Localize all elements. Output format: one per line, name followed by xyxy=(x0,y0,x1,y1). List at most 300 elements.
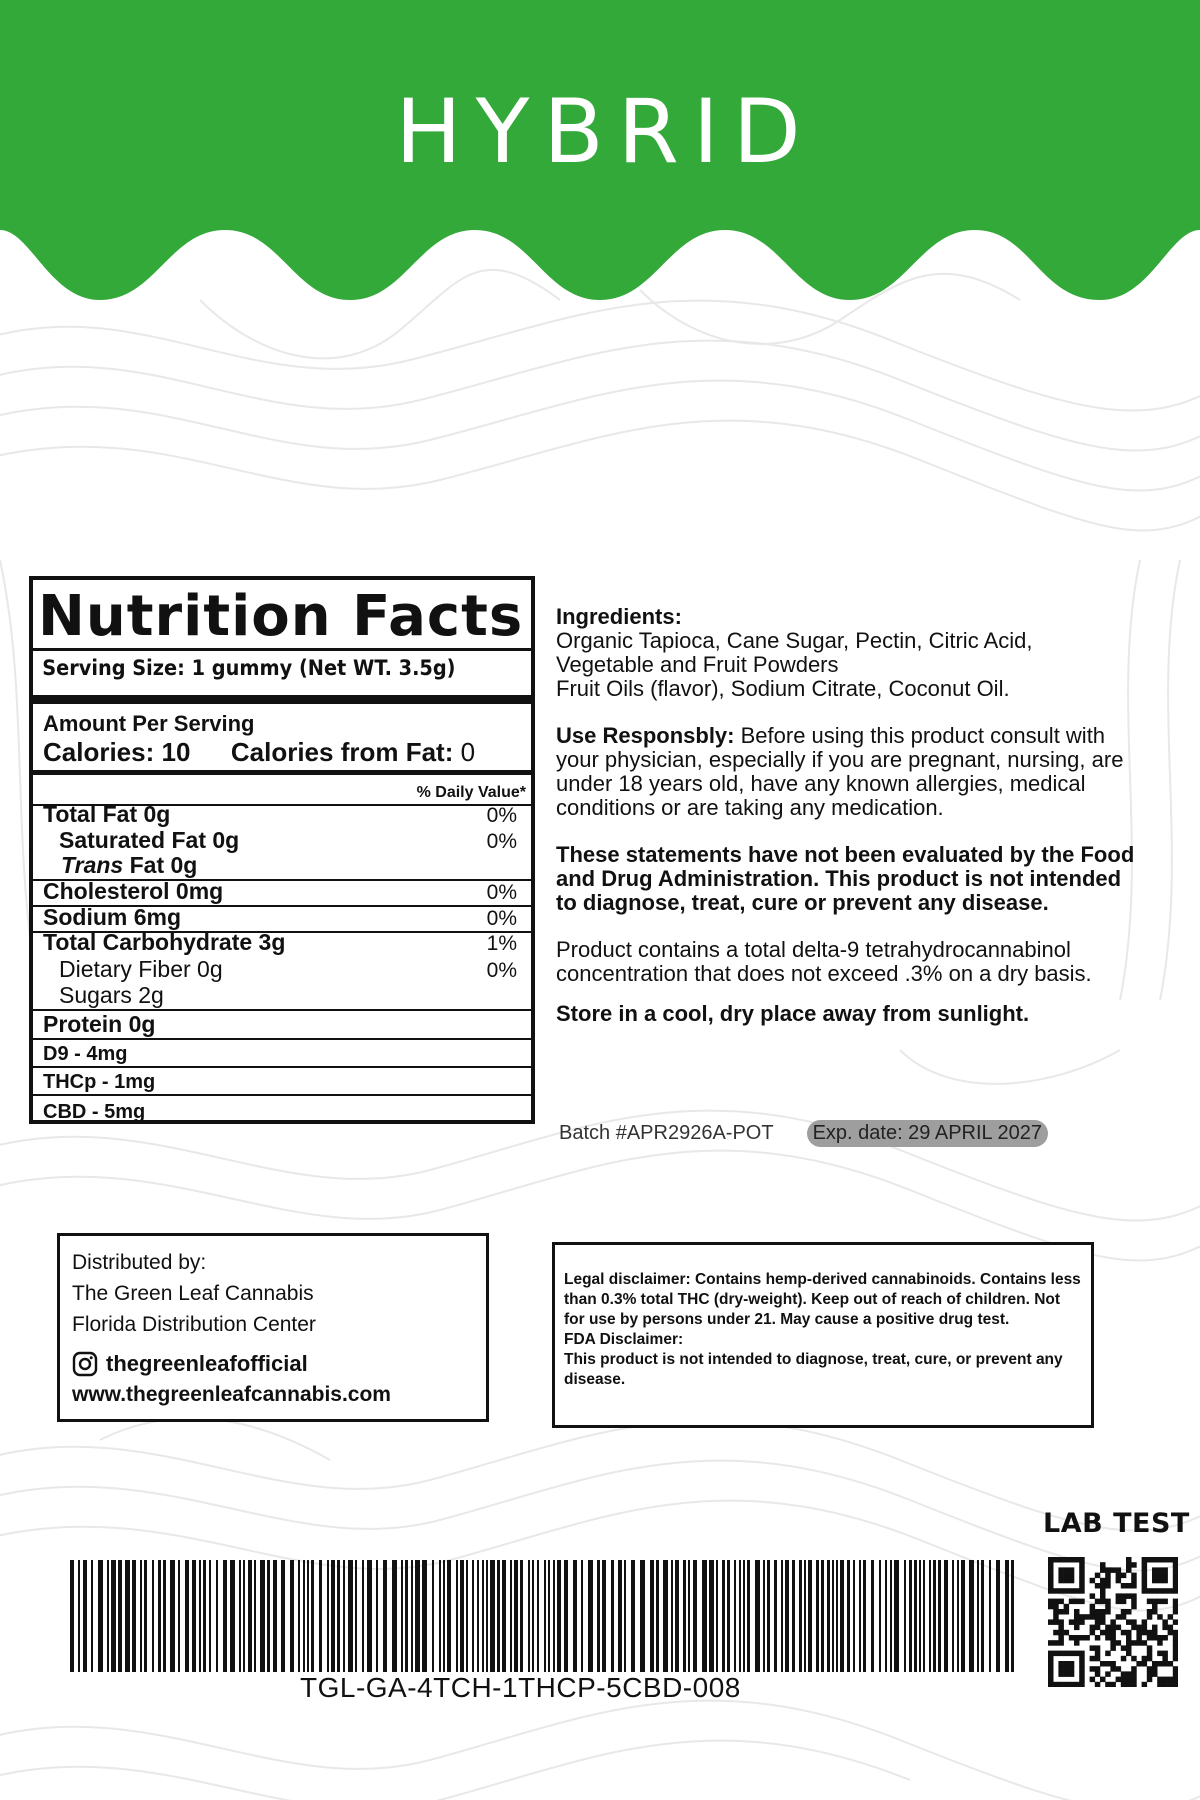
nutrient-row xyxy=(33,1038,531,1066)
qr-module xyxy=(1090,1630,1096,1636)
qr-module xyxy=(1126,1645,1132,1651)
barcode-bar xyxy=(909,1560,912,1672)
product-type-title: HYBRID xyxy=(395,80,815,183)
qr-module xyxy=(1168,1625,1174,1631)
qr-module xyxy=(1147,1635,1153,1641)
barcode-bar xyxy=(808,1560,812,1672)
qr-module xyxy=(1162,1599,1168,1605)
barcode-bar xyxy=(460,1560,464,1672)
qr-module xyxy=(1095,1599,1101,1605)
storage-note: Store in a cool, dry place away from sunlight. xyxy=(556,1001,1030,1026)
qr-module xyxy=(1105,1573,1111,1579)
legal-disclaimer-box xyxy=(552,1242,1094,1428)
website-link[interactable]: www.thegreenleafcannabis.com xyxy=(72,1383,391,1406)
nutrient-label: Total Carbohydrate 3g xyxy=(43,929,286,955)
qr-module xyxy=(1100,1661,1106,1667)
instagram-handle-row[interactable] xyxy=(72,1348,486,1379)
qr-module xyxy=(1173,1604,1178,1610)
nutrient-label: Dietary Fiber 0g xyxy=(59,956,223,982)
nutrient-row xyxy=(33,854,531,879)
qr-module xyxy=(1048,1666,1054,1672)
qr-module xyxy=(1136,1630,1142,1636)
barcode-bar xyxy=(447,1560,451,1672)
nutrient-pct: 0% xyxy=(486,959,517,982)
barcode-bar xyxy=(303,1560,305,1672)
barcode-bar xyxy=(923,1560,925,1672)
qr-module xyxy=(1064,1630,1070,1636)
barcode-bar xyxy=(319,1560,322,1672)
qr-module xyxy=(1079,1578,1085,1584)
barcode-bar xyxy=(78,1560,80,1672)
calories-line xyxy=(43,737,531,767)
nutrient-row xyxy=(33,1009,531,1038)
barcode-bar xyxy=(411,1560,413,1672)
qr-module xyxy=(1157,1677,1163,1683)
qr-module xyxy=(1074,1609,1080,1615)
cannabinoid-label: D9 - 4mg xyxy=(43,1043,128,1065)
qr-module xyxy=(1157,1635,1163,1641)
qr-module xyxy=(1079,1562,1085,1568)
barcode-number: TGL-GA-4TCH-1THCP-5CBD-008 xyxy=(300,1672,741,1703)
qr-module xyxy=(1100,1578,1106,1584)
barcode-bar xyxy=(618,1560,622,1672)
qr-module xyxy=(1084,1635,1090,1641)
nutrient-label: Sugars 2g xyxy=(59,982,164,1008)
barcode-bar xyxy=(650,1560,654,1672)
barcode-bar xyxy=(871,1560,874,1672)
amount-per-serving xyxy=(33,704,531,770)
barcode-bar xyxy=(486,1560,488,1672)
qr-module xyxy=(1100,1677,1106,1683)
qr-module xyxy=(1168,1614,1174,1620)
barcode-bar xyxy=(439,1560,441,1672)
nutrient-row xyxy=(33,1066,531,1094)
barcode-bar xyxy=(944,1560,948,1672)
header-banner xyxy=(0,0,1200,310)
qr-module xyxy=(1110,1645,1116,1651)
qr-module xyxy=(1105,1651,1111,1657)
qr-module xyxy=(1074,1682,1080,1687)
barcode-bar xyxy=(914,1560,917,1672)
qr-module xyxy=(1147,1666,1153,1672)
qr-module xyxy=(1142,1573,1148,1579)
qr-module xyxy=(1105,1583,1111,1589)
qr-module xyxy=(1126,1583,1132,1589)
qr-module xyxy=(1121,1609,1127,1615)
barcode-bar xyxy=(840,1560,844,1672)
qr-module xyxy=(1152,1671,1158,1677)
qr-module xyxy=(1142,1661,1148,1667)
barcode-bar xyxy=(490,1560,495,1672)
qr-module xyxy=(1100,1567,1106,1573)
qr-module xyxy=(1090,1666,1096,1672)
barcode-bar xyxy=(821,1560,824,1672)
qr-module xyxy=(1105,1609,1111,1615)
barcode-bar xyxy=(248,1560,252,1672)
barcode-bar xyxy=(919,1560,921,1672)
qr-module xyxy=(1074,1640,1080,1646)
qr-module xyxy=(1121,1656,1127,1662)
qr-module xyxy=(1058,1567,1064,1573)
qr-module xyxy=(1048,1583,1054,1589)
qr-module xyxy=(1110,1619,1116,1625)
nutrient-label: Saturated Fat 0g xyxy=(59,827,240,853)
qr-module xyxy=(1142,1630,1148,1636)
qr-module xyxy=(1152,1625,1158,1631)
qr-module xyxy=(1126,1635,1132,1641)
nutrient-pct: 0% xyxy=(486,830,517,853)
qr-module xyxy=(1116,1567,1122,1573)
barcode-bar xyxy=(163,1560,166,1672)
qr-module xyxy=(1069,1661,1075,1667)
barcode-bar xyxy=(952,1560,954,1672)
qr-module xyxy=(1142,1625,1148,1631)
qr-module xyxy=(1058,1682,1064,1687)
qr-module xyxy=(1053,1682,1059,1687)
qr-module xyxy=(1173,1599,1178,1605)
qr-module xyxy=(1058,1573,1064,1579)
qr-module xyxy=(1079,1661,1085,1667)
qr-module xyxy=(1069,1651,1075,1657)
qr-module xyxy=(1116,1573,1122,1579)
qr-module xyxy=(1173,1578,1178,1584)
batch-number: Batch #APR2926A-POT xyxy=(559,1122,774,1144)
qr-module xyxy=(1121,1677,1127,1683)
qr-module xyxy=(1053,1640,1059,1646)
barcode-bar xyxy=(747,1560,750,1672)
qr-module xyxy=(1048,1661,1054,1667)
qr-module xyxy=(1121,1645,1127,1651)
barcode-bar xyxy=(781,1560,783,1672)
barcode-bar xyxy=(376,1560,378,1672)
barcode-bar xyxy=(890,1560,892,1672)
qr-module xyxy=(1048,1640,1054,1646)
qr-module xyxy=(1142,1578,1148,1584)
legal-text: Contains hemp-derived cannabinoids. Contains less than 0.3% total THC (dry-weight). Keep out of reach of children. Not for use by persons under 21. May cause a positive drug test. xyxy=(564,1271,1081,1328)
barcode-bar xyxy=(675,1560,679,1672)
barcode-bar xyxy=(260,1560,265,1672)
qr-module xyxy=(1110,1666,1116,1672)
qr-module xyxy=(1110,1635,1116,1641)
barcode-bar xyxy=(392,1560,397,1672)
qr-module xyxy=(1095,1583,1101,1589)
cannabinoid-label: THCp - 1mg xyxy=(43,1071,156,1093)
calories: Calories: 10 xyxy=(43,737,191,767)
qr-module xyxy=(1147,1645,1153,1651)
qr-module xyxy=(1157,1682,1163,1687)
qr-module xyxy=(1116,1578,1122,1584)
qr-module xyxy=(1074,1651,1080,1657)
qr-module xyxy=(1121,1599,1127,1605)
barcode-bar xyxy=(405,1560,408,1672)
instagram-handle: thegreenleafofficial xyxy=(106,1351,308,1376)
barcode-bar xyxy=(152,1560,154,1672)
barcode-bar xyxy=(564,1560,568,1672)
qr-module xyxy=(1064,1573,1070,1579)
barcode-bar xyxy=(597,1560,600,1672)
qr-module xyxy=(1105,1661,1111,1667)
barcode-bar xyxy=(367,1560,372,1672)
barcode-bar xyxy=(267,1560,270,1672)
qr-module xyxy=(1074,1557,1080,1563)
qr-module xyxy=(1053,1651,1059,1657)
barcode-bar xyxy=(216,1560,218,1672)
qr-module xyxy=(1152,1661,1158,1667)
barcode-bar xyxy=(755,1560,760,1672)
qr-module xyxy=(1090,1604,1096,1610)
qr-module xyxy=(1126,1671,1132,1677)
qr-module xyxy=(1074,1614,1080,1620)
barcode-bar xyxy=(743,1560,745,1672)
barcode-bar xyxy=(514,1560,518,1672)
qr-module xyxy=(1079,1635,1085,1641)
barcode-bar xyxy=(767,1560,770,1672)
qr-module xyxy=(1121,1630,1127,1636)
nutrient-pct: 0% xyxy=(486,804,517,827)
qr-module xyxy=(1110,1682,1116,1687)
barcode-bar xyxy=(688,1560,690,1672)
qr-module xyxy=(1173,1588,1178,1594)
qr-module xyxy=(1126,1677,1132,1683)
ingredients-line: Vegetable and Fruit Powders xyxy=(556,652,839,677)
nutrient-row xyxy=(33,983,531,1009)
qr-module xyxy=(1157,1599,1163,1605)
qr-module xyxy=(1173,1630,1178,1636)
qr-module xyxy=(1074,1599,1080,1605)
qr-module xyxy=(1131,1583,1137,1589)
qr-module xyxy=(1069,1578,1075,1584)
qr-module xyxy=(1162,1651,1168,1657)
qr-module xyxy=(1100,1619,1106,1625)
qr-module xyxy=(1064,1682,1070,1687)
qr-module xyxy=(1147,1651,1153,1657)
qr-module xyxy=(1053,1609,1059,1615)
barcode-bar xyxy=(401,1560,403,1672)
qr-module xyxy=(1090,1656,1096,1662)
nutrient-label: Sodium 6mg xyxy=(43,904,182,930)
thc-statement: Product contains a total delta-9 tetrahydrocannabinol concentration that does not exceed .3% on a dry basis. xyxy=(556,937,1092,986)
qr-module xyxy=(1162,1573,1168,1579)
barcode-bar xyxy=(502,1560,506,1672)
distributor-center: Florida Distribution Center xyxy=(72,1313,316,1336)
qr-module xyxy=(1058,1625,1064,1631)
qr-module xyxy=(1090,1614,1096,1620)
barcode-bar xyxy=(144,1560,147,1672)
qr-module xyxy=(1126,1609,1132,1615)
nutrient-pct: 0% xyxy=(486,907,517,930)
qr-module xyxy=(1173,1562,1178,1568)
qr-module xyxy=(1162,1682,1168,1687)
nutrient-row xyxy=(33,905,531,931)
use-label: Use Responsbly: xyxy=(556,723,735,748)
qr-module xyxy=(1110,1567,1116,1573)
qr-module xyxy=(1064,1651,1070,1657)
qr-module xyxy=(1147,1599,1153,1605)
qr-module xyxy=(1121,1614,1127,1620)
barcode-bar xyxy=(827,1560,830,1672)
barcode-bar xyxy=(836,1560,838,1672)
qr-module xyxy=(1173,1666,1178,1672)
nutrient-row xyxy=(33,956,531,983)
qr-module xyxy=(1147,1614,1153,1620)
qr-module xyxy=(1100,1583,1106,1589)
qr-module xyxy=(1105,1635,1111,1641)
barcode-bar xyxy=(343,1560,345,1672)
qr-module xyxy=(1048,1671,1054,1677)
qr-module xyxy=(1168,1630,1174,1636)
barcode-bar xyxy=(178,1560,180,1672)
distributor-box xyxy=(57,1233,489,1422)
qr-module xyxy=(1069,1557,1075,1563)
ingredients-line: Fruit Oils (flavor), Sodium Citrate, Coconut Oil. xyxy=(556,676,1010,701)
qr-module xyxy=(1100,1599,1106,1605)
qr-module xyxy=(1116,1614,1122,1620)
qr-module xyxy=(1110,1661,1116,1667)
barcode-bar xyxy=(853,1560,855,1672)
qr-module xyxy=(1095,1666,1101,1672)
qr-module xyxy=(1064,1567,1070,1573)
qr-module xyxy=(1079,1656,1085,1662)
nutrition-title: Nutrition Facts xyxy=(38,584,524,649)
qr-module xyxy=(1152,1599,1158,1605)
barcode-bar xyxy=(281,1560,285,1672)
qr-module xyxy=(1058,1661,1064,1667)
nutrient-label: Total Fat 0g xyxy=(43,801,171,827)
qr-module xyxy=(1053,1604,1059,1610)
qr-module xyxy=(1048,1656,1054,1662)
barcode-bar xyxy=(158,1560,161,1672)
qr-module xyxy=(1058,1651,1064,1657)
qr-module xyxy=(1095,1614,1101,1620)
barcode-bar xyxy=(199,1560,201,1672)
qr-module xyxy=(1100,1609,1106,1615)
qr-module xyxy=(1168,1682,1174,1687)
barcode-bar xyxy=(804,1560,806,1672)
qr-module xyxy=(1058,1578,1064,1584)
qr-module xyxy=(1126,1619,1132,1625)
barcode-bar xyxy=(170,1560,175,1672)
qr-module xyxy=(1048,1604,1054,1610)
barcode-bar xyxy=(792,1560,795,1672)
barcode-bar xyxy=(311,1560,314,1672)
barcode-bar xyxy=(497,1560,500,1672)
qr-module xyxy=(1147,1656,1153,1662)
qr-module xyxy=(1173,1656,1178,1662)
qr-module xyxy=(1131,1593,1137,1599)
qr-module xyxy=(1069,1682,1075,1687)
qr-module xyxy=(1048,1588,1054,1594)
barcode-bar xyxy=(663,1560,668,1672)
qr-module xyxy=(1053,1614,1059,1620)
fda-label: FDA Disclaimer: xyxy=(564,1331,684,1348)
qr-module xyxy=(1105,1604,1111,1610)
barcode-bar xyxy=(709,1560,714,1672)
qr-module xyxy=(1069,1671,1075,1677)
qr-module xyxy=(1162,1588,1168,1594)
qr-module xyxy=(1069,1588,1075,1594)
qr-module xyxy=(1136,1640,1142,1646)
qr-module xyxy=(1131,1625,1137,1631)
barcode-bar xyxy=(98,1560,103,1672)
qr-module xyxy=(1105,1630,1111,1636)
barcode-bar xyxy=(528,1560,530,1672)
barcode-bar xyxy=(337,1560,340,1672)
qr-module xyxy=(1058,1619,1064,1625)
qr-module xyxy=(1048,1578,1054,1584)
qr-module xyxy=(1162,1635,1168,1641)
qr-module xyxy=(1131,1640,1137,1646)
qr-module xyxy=(1100,1614,1106,1620)
nutrient-label: Protein 0g xyxy=(43,1011,156,1037)
qr-module xyxy=(1131,1599,1137,1605)
barcode-bar xyxy=(702,1560,707,1672)
qr-module xyxy=(1105,1671,1111,1677)
barcode-bar xyxy=(327,1560,329,1672)
barcode-bar xyxy=(885,1560,887,1672)
barcode-bar xyxy=(548,1560,550,1672)
qr-module xyxy=(1152,1588,1158,1594)
qr-module xyxy=(1147,1677,1153,1683)
qr-module xyxy=(1131,1666,1137,1672)
qr-module xyxy=(1069,1599,1075,1605)
qr-module xyxy=(1058,1599,1064,1605)
qr-module xyxy=(1095,1625,1101,1631)
qr-module xyxy=(1168,1677,1174,1683)
qr-module xyxy=(1116,1640,1122,1646)
barcode-bar xyxy=(185,1560,189,1672)
qr-module xyxy=(1157,1557,1163,1563)
barcode-bar xyxy=(774,1560,777,1672)
qr-module xyxy=(1079,1599,1085,1605)
qr-module xyxy=(1048,1677,1054,1683)
barcode-bar xyxy=(209,1560,211,1672)
barcode-bar xyxy=(671,1560,673,1672)
lab-test-qr-code[interactable] xyxy=(1048,1557,1178,1687)
qr-module xyxy=(1064,1578,1070,1584)
qr-module xyxy=(1142,1619,1148,1625)
barcode-bar xyxy=(383,1560,387,1672)
barcode-bar xyxy=(557,1560,561,1672)
barcode-bar xyxy=(432,1560,434,1672)
qr-module xyxy=(1053,1557,1059,1563)
barcode-bar xyxy=(631,1560,635,1672)
qr-module xyxy=(1090,1645,1096,1651)
qr-module xyxy=(1121,1573,1127,1579)
qr-module xyxy=(1074,1635,1080,1641)
qr-module xyxy=(1152,1666,1158,1672)
qr-module xyxy=(1095,1682,1101,1687)
barcode-bar xyxy=(624,1560,626,1672)
barcode-bar xyxy=(785,1560,789,1672)
qr-module xyxy=(1064,1609,1070,1615)
qr-module xyxy=(1131,1656,1137,1662)
qr-module xyxy=(1058,1666,1064,1672)
qr-module xyxy=(1131,1677,1137,1683)
qr-module xyxy=(1142,1682,1148,1687)
barcode-bar xyxy=(981,1560,984,1672)
barcode-bar xyxy=(307,1560,309,1672)
qr-module xyxy=(1131,1578,1137,1584)
qr-module xyxy=(1079,1583,1085,1589)
qr-module xyxy=(1064,1666,1070,1672)
qr-module xyxy=(1105,1682,1111,1687)
qr-module xyxy=(1162,1567,1168,1573)
barcode-bar xyxy=(739,1560,741,1672)
qr-module xyxy=(1095,1609,1101,1615)
barcode-bar xyxy=(477,1560,479,1672)
barcode-bar xyxy=(331,1560,335,1672)
qr-module xyxy=(1090,1578,1096,1584)
